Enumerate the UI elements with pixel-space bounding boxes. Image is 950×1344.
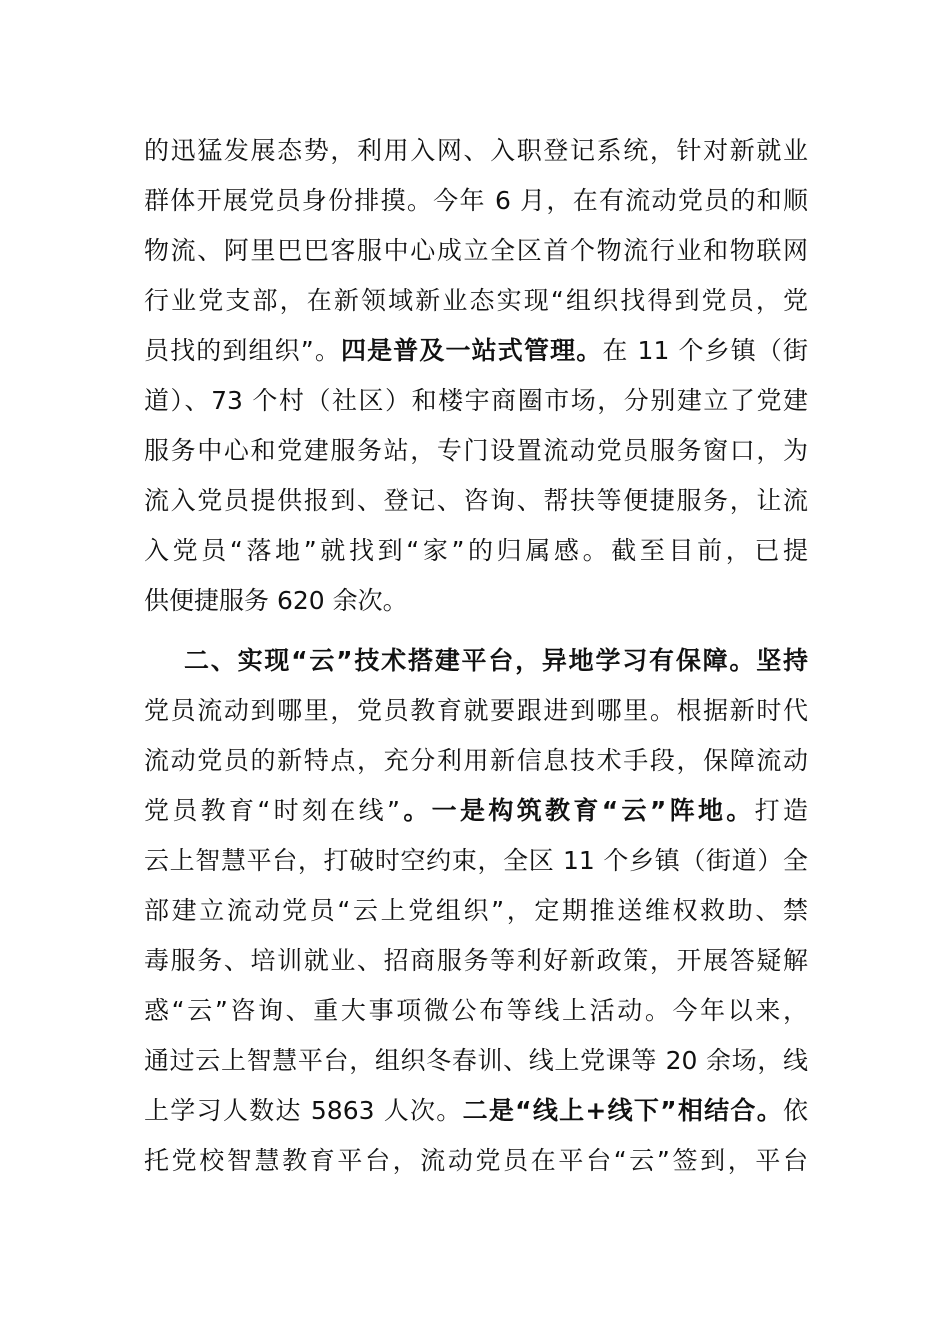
text-line: 流动党员的新特点，充分利用新信息技术手段，保障流动	[144, 746, 808, 775]
text-line: 道）、73 个村（社区）和楼宇商圈市场，分别建立了党建	[144, 386, 808, 415]
text-line: 云上智慧平台，打破时空约束，全区 11 个乡镇（街道）全	[144, 846, 808, 875]
text-line: 通过云上智慧平台，组织冬春训、线上党课等 20 余场，线	[144, 1046, 808, 1075]
bold-heading: 四是普及一站式管理。	[341, 336, 603, 365]
text-line: 供便捷服务 620 余次。	[144, 586, 408, 615]
section-heading-line: 二、实现“云”技术搭建平台，异地学习有保障。坚持	[184, 646, 808, 675]
text-line: 入党员“落地”就找到“家”的归属感。截至目前，已提	[144, 536, 808, 565]
text-line: 上学习人数达 5863 人次。二是“线上+线下”相结合。依	[144, 1096, 808, 1125]
text-line: 流入党员提供报到、登记、咨询、帮扶等便捷服务，让流	[144, 486, 808, 515]
text-line: 的迅猛发展态势，利用入网、入职登记系统，针对新就业	[144, 136, 808, 165]
text-line: 惑“云”咨询、重大事项微公布等线上活动。今年以来，	[144, 996, 808, 1025]
text-line: 行业党支部，在新领域新业态实现“组织找得到党员，党	[144, 286, 808, 315]
text-line: 党员教育“时刻在线”。一是构筑教育“云”阵地。打造	[144, 796, 808, 825]
text-line: 服务中心和党建服务站，专门设置流动党员服务窗口，为	[144, 436, 808, 465]
text-line: 物流、阿里巴巴客服中心成立全区首个物流行业和物联网	[144, 236, 808, 265]
bold-heading: 二是“线上+线下”相结合。	[462, 1096, 783, 1125]
text-line: 党员流动到哪里，党员教育就要跟进到哪里。根据新时代	[144, 696, 808, 725]
text-line: 部建立流动党员“云上党组织”，定期推送维权救助、禁	[144, 896, 808, 925]
text-line: 群体开展党员身份排摸。今年 6 月，在有流动党员的和顺	[144, 186, 808, 215]
bold-heading: 。一是构筑教育“云”阵地。	[399, 796, 755, 825]
text-line: 托党校智慧教育平台，流动党员在平台“云”签到，平台	[144, 1146, 808, 1175]
text-line: 员找的到组织”。四是普及一站式管理。在 11 个乡镇（街	[144, 336, 808, 365]
text-line: 毒服务、培训就业、招商服务等利好新政策，开展答疑解	[144, 946, 808, 975]
